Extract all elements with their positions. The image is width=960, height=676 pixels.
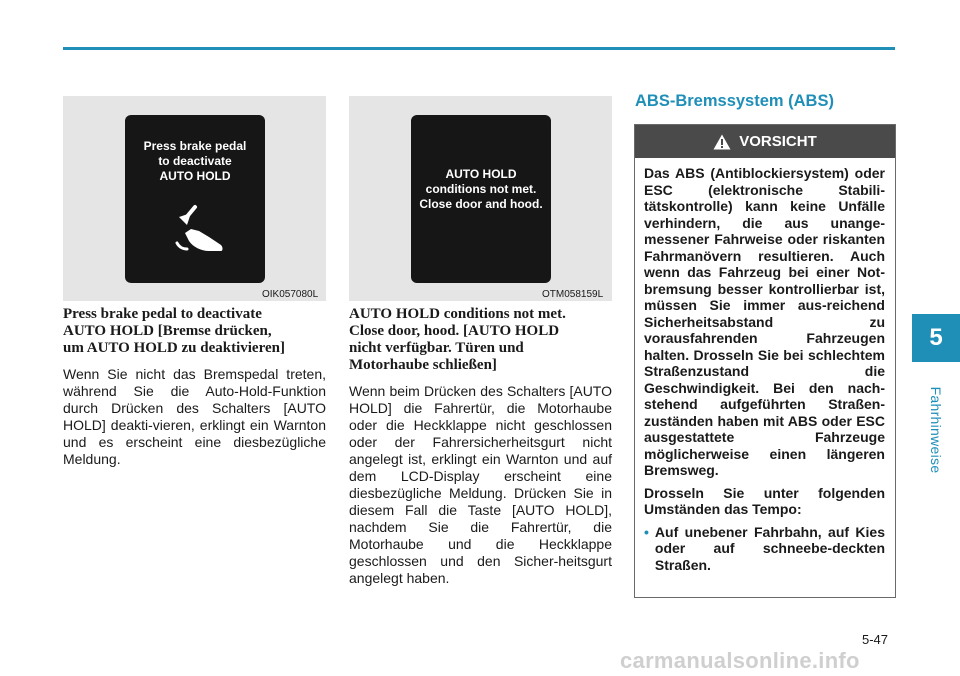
figure-code: OTM058159L [542,289,604,300]
bullet-icon: • [644,523,649,540]
heading-line: Motorhaube schließen] [349,357,497,373]
watermark: carmanualsonline.info [620,648,860,673]
chapter-tab [912,314,960,362]
heading-line: AUTO HOLD [Bremse drücken, [63,323,272,339]
abs-section-title: ABS-Bremssystem (ABS) [635,92,834,110]
display-line: AUTO HOLD [159,169,231,183]
caution-list-item [644,524,885,574]
display-line: to deactivate [158,154,232,168]
caution-list [644,524,885,574]
display-line: Press brake pedal [143,139,247,153]
display-message [411,167,551,212]
caution-list-text: Auf unebener Fahrbahn, auf Kies oder auf schneebe-deckten Straßen. [654,523,885,573]
heading-line: um AUTO HOLD zu deaktivieren] [63,340,285,356]
heading-line: Press brake pedal to deactivate [63,306,262,322]
caution-body [635,158,895,573]
figure-conditions-not-met-message [349,96,612,301]
middle-column [349,306,612,587]
figure-brake-pedal-message [63,96,326,301]
section-heading [63,306,326,357]
chapter-label: Fahrhinweise [928,386,944,474]
caution-paragraph: Drosseln Sie unter folgenden Umständen das Tempo: [644,484,885,517]
left-column [63,306,326,468]
heading-line: Close door, hood. [AUTO HOLD [349,323,560,339]
heading-line: AUTO HOLD conditions not met. [349,306,566,322]
body-paragraph: Wenn Sie nicht das Bremspedal treten, während Sie die Auto-Hold-Funktion durch Drücken des Schalters [AUTO HOLD] deakti-vieren, erklingt ein Warnton und es erscheint eine diesbezügliche Meldung. [63,366,326,467]
display-line: AUTO HOLD [445,167,517,181]
warning-triangle-icon [713,134,731,150]
section-heading [349,306,612,374]
brake-pedal-icon [165,203,227,265]
body-paragraph: Wenn beim Drücken des Schalters [AUTO HOLD] die Fahrertür, die Motorhaube oder die Heckklappe nicht geschlossen oder der Fahrersicherheitsgurt nicht angelegt ist, erklingt ein Warnton und auf dem LCD-Display erscheint eine diesbezügliche Meldung. Drücken Sie in diesem Fall die Taste [AUTO HOLD], nachdem Sie die Fahrertür, die Motorhaube und die Heckklappe geschlossen und den Sicher-heitsgurt angelegt haben. [349,383,612,586]
lcd-display [125,115,265,283]
caution-paragraph: Das ABS (Antiblockiersystem) oder ESC (elektronische Stabili-tätskontrolle) kann keine Unfälle verhindern, die aus unange-messener Fahrweise oder riskanten Fahrmanövern resultieren. Auch wenn das Fahrzeug bei einer Not-bremsung besser kontrollierbar ist, müssen Sie immer aus-reichend Sicherheitsabstand zu vorausfahrenden Fahrzeugen halten. Drosseln Sie bei schlechtem Straßenzustand die Geschwindigkeit. Bei den nach-stehend aufgeführten Straßen-zuständen haben mit ABS oder ESC ausgestattete Fahrzeuge möglicherweise einen längeren Bremsweg. [644,165,885,478]
display-message [125,139,265,184]
top-rule [63,47,895,50]
lcd-display [411,115,551,283]
caution-header [635,125,895,158]
page-number: 5-47 [862,632,889,647]
display-line: Close door and hood. [419,197,543,211]
caution-title: VORSICHT [739,133,817,150]
heading-line: nicht verfügbar. Türen und [349,340,524,356]
caution-box [634,124,896,598]
chapter-number: 5 [929,324,943,351]
figure-code: OIK057080L [262,289,319,300]
display-line: conditions not met. [425,182,537,196]
